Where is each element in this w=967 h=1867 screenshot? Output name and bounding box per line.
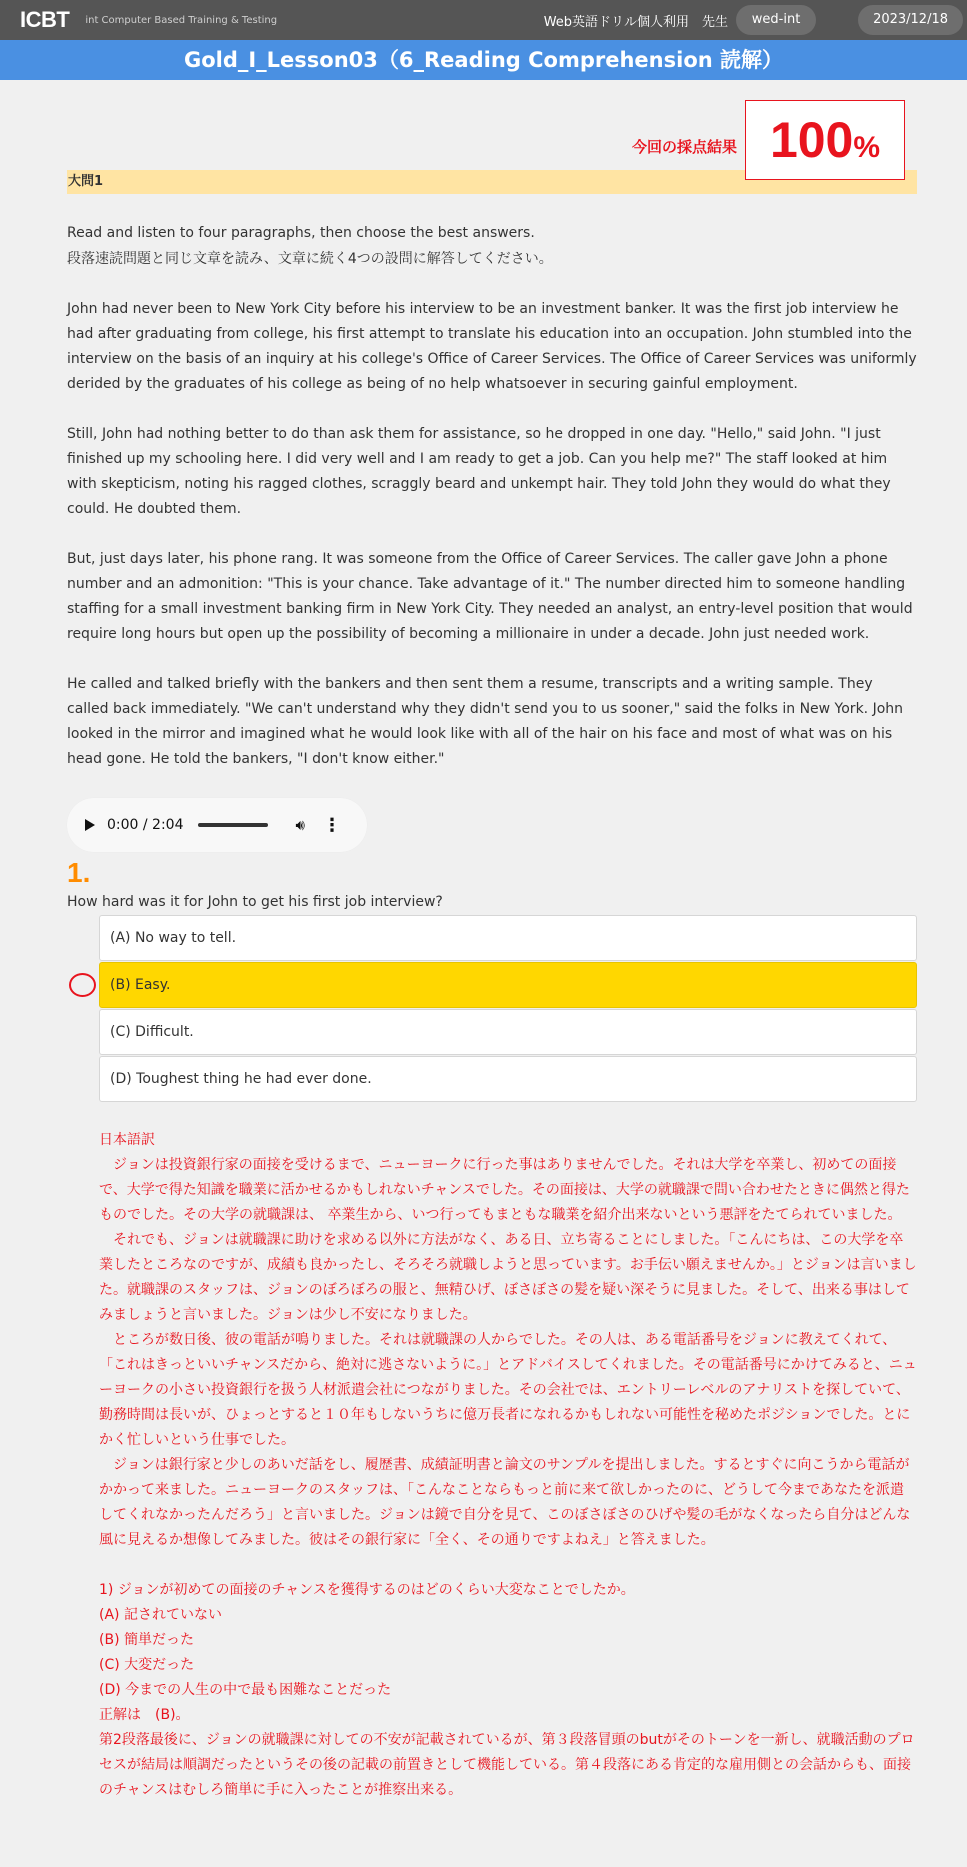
passage-paragraph: Still, John had nothing better to do than ask them for assistance, so he dropped in one day. "Hello," said John. "I just finished up my schooling here. I did very well and I am ready to get a job. Can you help me?" The staff looked at him with skepticism, noting his ragged clothes, scraggly beard and unkempt hair. They told John they would do what they could. He doubted them.: [67, 426, 891, 517]
more-options-icon[interactable]: ⋮: [322, 814, 341, 836]
page-title: Gold_I_Lesson03（6_Reading Comprehension 読解）: [0, 40, 967, 80]
choice-b[interactable]: [99, 962, 917, 1008]
translation-paragraph: ジョンは銀行家と少しのあいだ話をし、履歴書、成績証明書と論文のサンプルを提出しました。するとすぐに向こうから電話がかかって来ました。ニューヨークのスタッフは、「こんなことならもっと前に来て欲しかったのに、どうして今まであなたを派遣してくれなかったんだろう」と言いました。ジョンは鏡で自分を見て、このぼさぼさのひげや髪の毛がなくなったら自分はどんな風に見えるか想像してみました。彼はその銀行家に「全く、その通りですよねえ」と答えました。: [99, 1457, 911, 1548]
passage-paragraph: He called and talked briefly with the bankers and then sent them a resume, transcripts and a writing sample. They called back immediately. "We can't understand why they didn't send you to us sooner," said the folks in New York. John looked in the mirror and imagined what he would look like with all of the hair on his face and most of what was on his head gone. He told the bankers, "I don't know either.": [67, 676, 904, 767]
translated-choice: (C) 大変だった: [99, 1657, 195, 1673]
correct-answer: 正解は (B)。: [99, 1707, 190, 1723]
explanation-heading: 日本語訳: [99, 1132, 155, 1148]
audio-progress-slider[interactable]: [198, 823, 268, 827]
instructions: [67, 220, 917, 272]
date-pill: 2023/12/18: [858, 5, 963, 35]
translation-paragraph: ところが数日後、彼の電話が鳴りました。それは就職課の人からでした。その人は、ある電話番号をジョンに教えてくれて、「これはきっといいチャンスだから、絶対に逃さないように。」とアドバイスしてくれました。その電話番号にかけてみると、ニューヨークの小さい投資銀行を扱う人材派遣会社につながりました。その会社では、エントリーレベルのアナリストを探していて、勤務時間は長いが、ひょっとすると１０年もしないうちに億万長者になれるかもしれない可能性を秘めたポジションでした。とにかく忙しいという仕事でした。: [99, 1332, 917, 1448]
user-label: Web英語ドリル個人利用 先生: [543, 14, 729, 30]
audio-time: 0:00 / 2:04: [107, 817, 184, 833]
score-box: [745, 100, 905, 180]
choice-b-label: (B) Easy.: [110, 977, 171, 993]
score-unit: %: [853, 131, 881, 164]
main-content: [0, 80, 967, 1803]
question-text: How hard was it for John to get his first job interview?: [67, 894, 443, 910]
user-id-pill[interactable]: wed-int: [736, 5, 816, 35]
app-logo-subtitle: int Computer Based Training & Testing: [85, 14, 278, 26]
score-value: 100: [769, 112, 854, 168]
app-logo: ICBT: [20, 7, 70, 32]
translated-choice: (A) 記されていない: [99, 1607, 222, 1623]
instruction-en: Read and listen to four paragraphs, then choose the best answers.: [67, 225, 535, 241]
score-row: [67, 80, 917, 190]
answer-choices: [99, 915, 917, 1102]
translation-paragraph: それでも、ジョンは就職課に助けを求める以外に方法がなく、ある日、立ち寄ることにしました。「こんにちは、この大学を卒業したところなのですが、成績も良かったし、そろそろ就職しようと思っています。お手伝い願えませんか。」とジョンは言いました。就職課のスタッフは、ジョンのぼろぼろの服と、無精ひげ、ぼさぼさの髪を疑い深そうに見ました。そして、出来る事はしてみましょうと言いました。ジョンは少し不安になりました。: [99, 1232, 917, 1323]
score-label: 今回の採点結果: [631, 138, 737, 156]
top-bar: [0, 0, 967, 40]
choice-a[interactable]: (A) No way to tell.: [99, 915, 917, 961]
translated-question: 1) ジョンが初めての面接のチャンスを獲得するのはどのくらい大変なことでしたか。: [99, 1582, 635, 1598]
translated-choice: (D) 今までの人生の中で最も困難なことだった: [99, 1682, 392, 1698]
correct-circle-icon: [69, 973, 96, 997]
passage-paragraph: But, just days later, his phone rang. It was someone from the Office of Career Services. The caller gave John a phone number and an admonition: "This is your chance. Take advantage of it." The number directed him to someone handling staffing for a small investment banking firm in New York City. They needed an analyst, an entry-level position that would require long hours but open up the possibility of becoming a millionaire in under a decade. John just needed work.: [67, 551, 913, 642]
play-icon[interactable]: [85, 819, 95, 831]
top-right-area: [544, 0, 967, 40]
choice-d[interactable]: (D) Toughest thing he had ever done.: [99, 1056, 917, 1102]
instruction-ja: 段落速読問題と同じ文章を読み、文章に続く4つの設問に解答してください。: [67, 251, 553, 267]
explanation: [99, 1128, 917, 1803]
section-heading: 大問1: [67, 170, 917, 194]
reading-passage: [67, 297, 917, 772]
translated-choice: (B) 簡単だった: [99, 1632, 194, 1648]
audio-player[interactable]: [67, 798, 367, 852]
volume-icon[interactable]: 🔊︎: [295, 816, 305, 834]
passage-paragraph: John had never been to New York City before his interview to be an investment banker. It was the first job interview he had after graduating from college, his first attempt to translate his education into an occupation. John stumbled into the interview on the basis of an inquiry at his college's Office of Career Services. The Office of Career Services was uniformly derided by the graduates of his college as being of no help whatsoever in securing gainful employment.: [67, 301, 917, 392]
question-number: 1.: [67, 857, 91, 888]
choice-c[interactable]: (C) Difficult.: [99, 1009, 917, 1055]
commentary: 第2段落最後に、ジョンの就職課に対しての不安が記載されているが、第３段落冒頭のbutがそのトーンを一新し、就職活動のプロセスが結局は順調だったというその後の記載の前置きとして機能している。第４段落にある肯定的な雇用側との会話からも、面接のチャンスはむしろ簡単に手に入ったことが推察出来る。: [99, 1732, 915, 1798]
translation-paragraph: ジョンは投資銀行家の面接を受けるまで、ニューヨークに行った事はありませんでした。それは大学を卒業し、初めての面接で、大学で得た知識を職業に活かせるかもしれないチャンスでした。その面接は、大学の就職課で問い合わせたときに偶然と得たものでした。その大学の就職課は、 卒業生から、いつ行ってもまともな職業を紹介出来ないという悪評をたてられていました。: [99, 1157, 910, 1223]
